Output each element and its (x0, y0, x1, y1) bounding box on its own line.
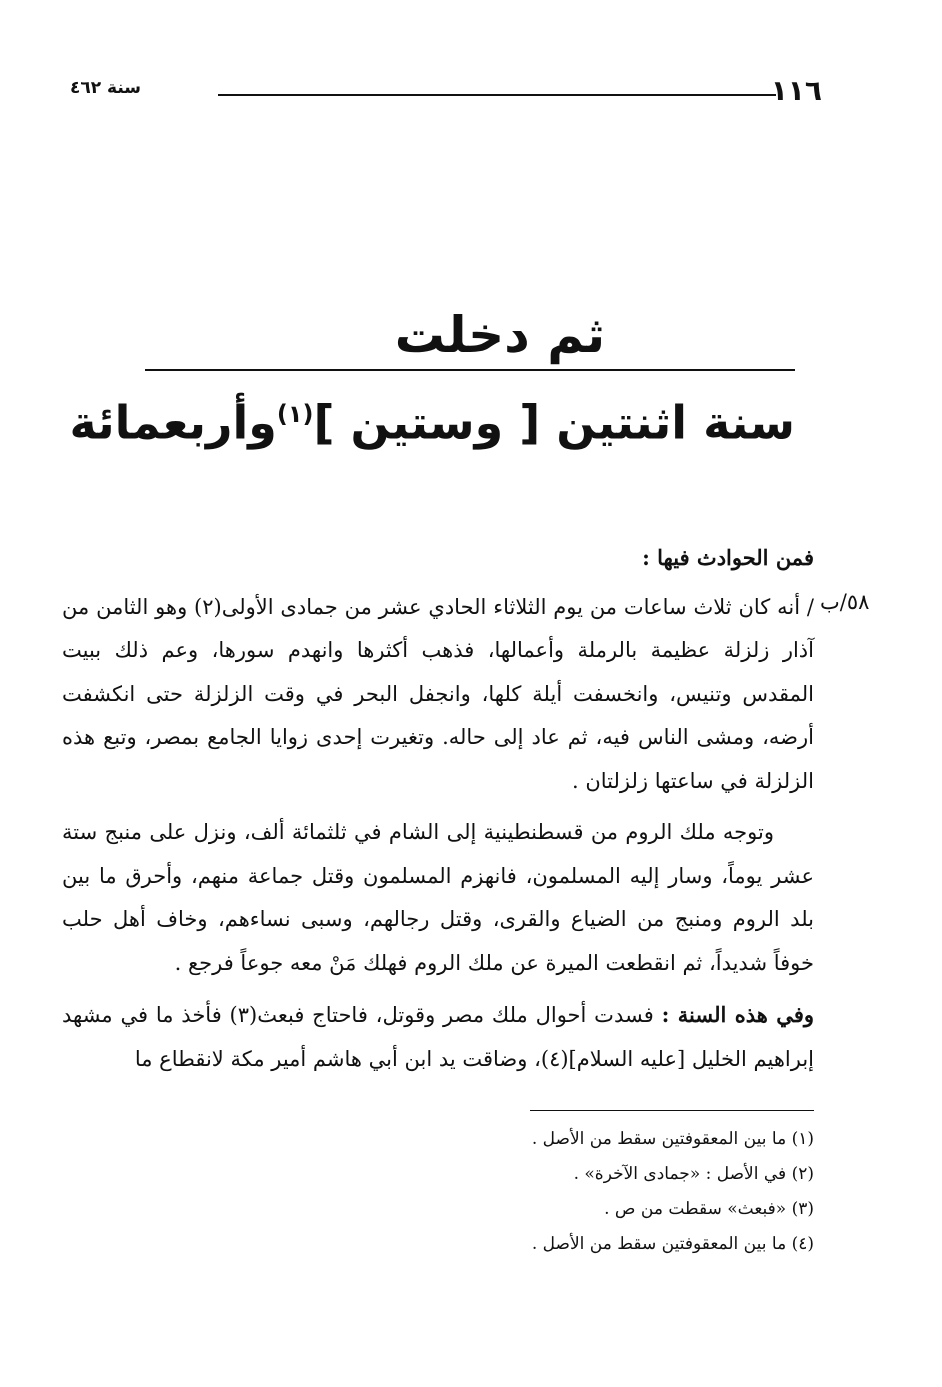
chapter-title (69, 305, 795, 457)
footnote-4: (٤) ما بين المعقوفتين سقط من الأصل . (531, 1234, 814, 1254)
running-head: سنة ٤٦٢ (70, 78, 142, 98)
page-header (70, 74, 822, 114)
body-text (62, 536, 814, 1089)
footnotes (62, 1122, 814, 1262)
section-intro: فمن الحوادث فيها : (642, 545, 814, 570)
title-footnote-ref: (١) (276, 400, 314, 428)
title-line-1: ثم دخلت (394, 306, 606, 364)
footnote-rule (530, 1110, 814, 1111)
title-line-2-part-2: وأربعمائة (69, 395, 277, 450)
paragraph-3-text: فسدت أحوال ملك مصر وقوتل، فاحتاج فبعث(٣) فأخذ ما في مشهد إبراهيم الخليل [عليه السلام](٤)، وضاقت يد ابن أبي هاشم أمير مكة لانقطاع ما (62, 1003, 814, 1071)
margin-folio: ٥٨/ب (820, 590, 870, 614)
header-rule (218, 94, 776, 96)
page-number: ١١٦ (770, 74, 822, 107)
paragraph-1: / أنه كان ثلاث ساعات من يوم الثلاثاء الحادي عشر من جمادى الأولى(٢) وهو الثامن من آذار زلزلة عظيمة بالرملة وأعمالها، فذهب أكثرها وانهدم سورها، وعم ذلك ببيت المقدس وتنيس، وانخسفت أيلة كلها، وانجفل البحر في وقت الزلزلة حتى انكشفت أرضه، ومشى الناس فيه، ثم عاد إلى حاله. وتغيرت إحدى زوايا الجامع بمصر، وتبع هذه الزلزلة في ساعتها زلزلتان . (62, 594, 814, 793)
footnote-2: (٢) في الأصل : «جمادى الآخرة» . (573, 1164, 814, 1184)
footnote-1: (١) ما بين المعقوفتين سقط من الأصل . (531, 1129, 814, 1149)
paragraph-3-lead: وفي هذه السنة : (661, 1002, 814, 1027)
paragraph-3 (62, 993, 814, 1081)
title-rule (145, 369, 795, 371)
title-line-2 (69, 379, 795, 457)
paragraph-2: وتوجه ملك الروم من قسطنطينية إلى الشام في ثلثمائة ألف، ونزل على منبج ستة عشر يوماً، وسار إليه المسلمون، فانهزم المسلمون وقتل جماعة منهم، وأحرق ما بين بلد الروم ومنبج من الضياع والقرى، وقتل رجالهم، وسبى نساءهم، وخاف أهل حلب خوفاً شديداً، ثم انقطعت الميرة عن ملك الروم فهلك مَنْ معه جوعاً فرجع . (62, 820, 814, 975)
footnote-3: (٣) «فبعث» سقطت من ص . (604, 1199, 814, 1219)
title-line-2-part-1: سنة اثنتين [ وستين ] (313, 395, 795, 450)
